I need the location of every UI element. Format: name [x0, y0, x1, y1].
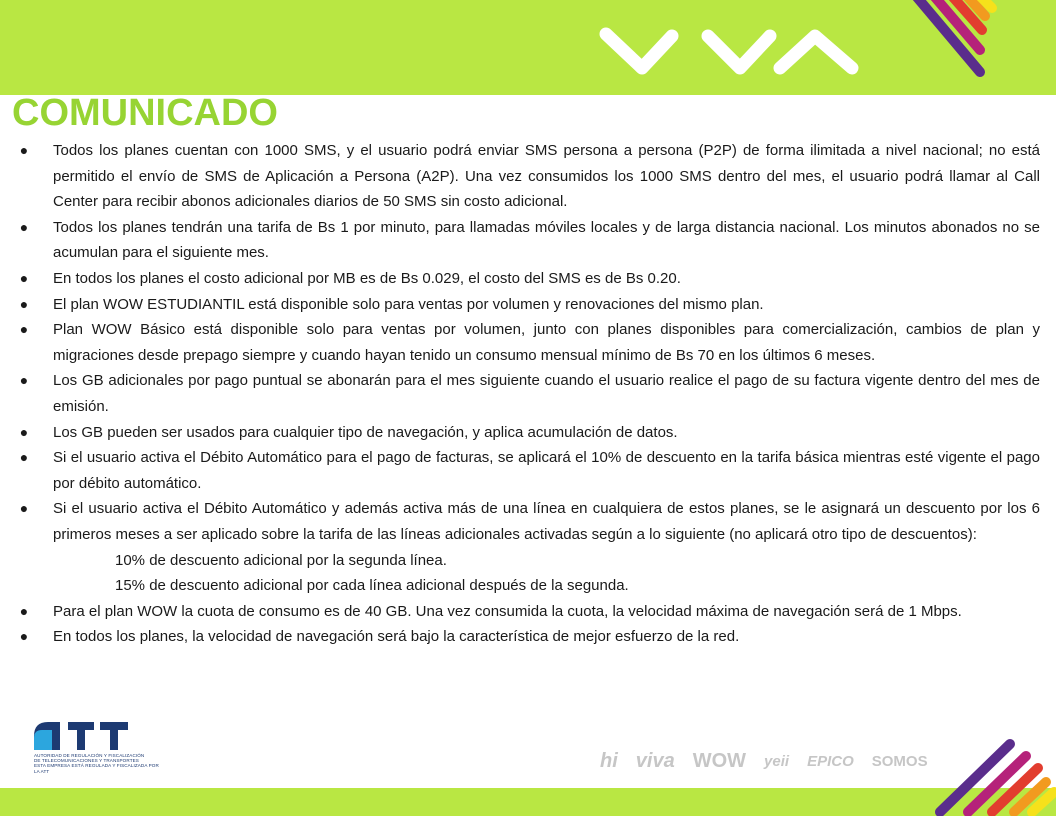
brand-logos [600, 744, 928, 778]
list-item: ● Si el usuario activa el Débito Automático y además activa más de una línea en cualquiera de estos planes, se le asignará un descuento por los 6 primeros meses a ser aplicado sobre la tarifa de las líneas adicionales activadas según a lo siguiente (no aplicará otro tipo de descuentos): [18, 496, 1040, 547]
bullet-icon: ● [19, 449, 29, 466]
bullet-icon: ● [19, 372, 29, 389]
bullet-icon: ● [19, 628, 29, 645]
sub-list-item: 15% de descuento adicional por cada línea adicional después de la segunda. [115, 577, 629, 595]
list-item: ● Si el usuario activa el Débito Automático para el pago de facturas, se aplicará el 10% de descuento en la tarifa básica mientras esté vigente el pago por débito automático. [18, 445, 1040, 496]
brand-hi-logo: hi [600, 749, 618, 772]
bullet-list [18, 138, 1040, 650]
bullet-icon: ● [19, 142, 29, 158]
page-title: COMUNICADO [12, 92, 278, 134]
footer-band [0, 788, 1056, 816]
color-stripes-bottom [930, 736, 1056, 816]
brand-wow-logo: WOW [692, 749, 747, 772]
bullet-icon: ● [19, 602, 29, 619]
att-logo [30, 718, 134, 752]
bullet-icon: ● [19, 500, 29, 517]
brand-epico-logo: EPICO [807, 752, 854, 770]
list-item: ● Plan WOW Básico está disponible solo para ventas por volumen, junto con planes disponibles para comercialización, cambios de plan y migraciones desde prepago siempre y cuando hayan tenido un consumo mensual mínimo de Bs 70 en los últimos 6 meses. [18, 317, 1040, 368]
list-item: ● En todos los planes el costo adicional por MB es de Bs 0.029, el costo del SMS es de Bs 0.20. [18, 266, 1040, 292]
brand-yeii-logo: yeii [764, 752, 790, 770]
brand-somos-logo: SOMOS [871, 752, 928, 770]
list-item: ● En todos los planes, la velocidad de navegación será bajo la característica de mejor esfuerzo de la red. [18, 624, 1040, 650]
bullet-icon: ● [19, 295, 29, 312]
bullet-icon: ● [19, 423, 29, 440]
viva-logo [590, 6, 860, 86]
list-item: ● Para el plan WOW la cuota de consumo es de 40 GB. Una vez consumida la cuota, la velocidad máxima de navegación será de 1 Mbps. [18, 599, 1040, 625]
bullet-icon: ● [19, 218, 29, 235]
list-item: ● Todos los planes cuentan con 1000 SMS, y el usuario podrá enviar SMS persona a persona (P2P) de forma ilimitada a nivel nacional; no está permitido el envío de SMS de Aplicación a Persona (A2P). Una vez consumidos los 1000 SMS dentro del mes, el usuario podrá llamar al Call Center para recibir abonos adicionales diarios de 50 SMS sin costo adicional. [18, 138, 1040, 215]
brand-viva-logo: viva [635, 749, 675, 772]
bullet-icon: ● [19, 269, 29, 286]
list-item: ● El plan WOW ESTUDIANTIL está disponible solo para ventas por volumen y renovaciones del mismo plan. [18, 292, 1040, 318]
color-stripes-top [830, 0, 1056, 80]
list-item: ● Los GB pueden ser usados para cualquier tipo de navegación, y aplica acumulación de datos. [18, 420, 1040, 446]
list-item: ● Los GB adicionales por pago puntual se abonarán para el mes siguiente cuando el usuario realice el pago de su factura vigente dentro del mes de emisión. [18, 368, 1040, 419]
att-caption: AUTORIDAD DE REGULACIÓN Y FISCALIZACIÓN DE TELECOMUNICACIONES Y TRANSPORTES ESTA EMPRESA ESTÁ REGULADA Y FISCALIZADA POR LA ATT [34, 753, 159, 774]
list-item: ● Todos los planes tendrán una tarifa de Bs 1 por minuto, para llamadas móviles locales y de larga distancia nacional. Los minutos abonados no se acumulan para el siguiente mes. [18, 215, 1040, 266]
sub-list-item: 10% de descuento adicional por la segunda línea. [115, 551, 447, 569]
bullet-icon: ● [19, 321, 29, 338]
